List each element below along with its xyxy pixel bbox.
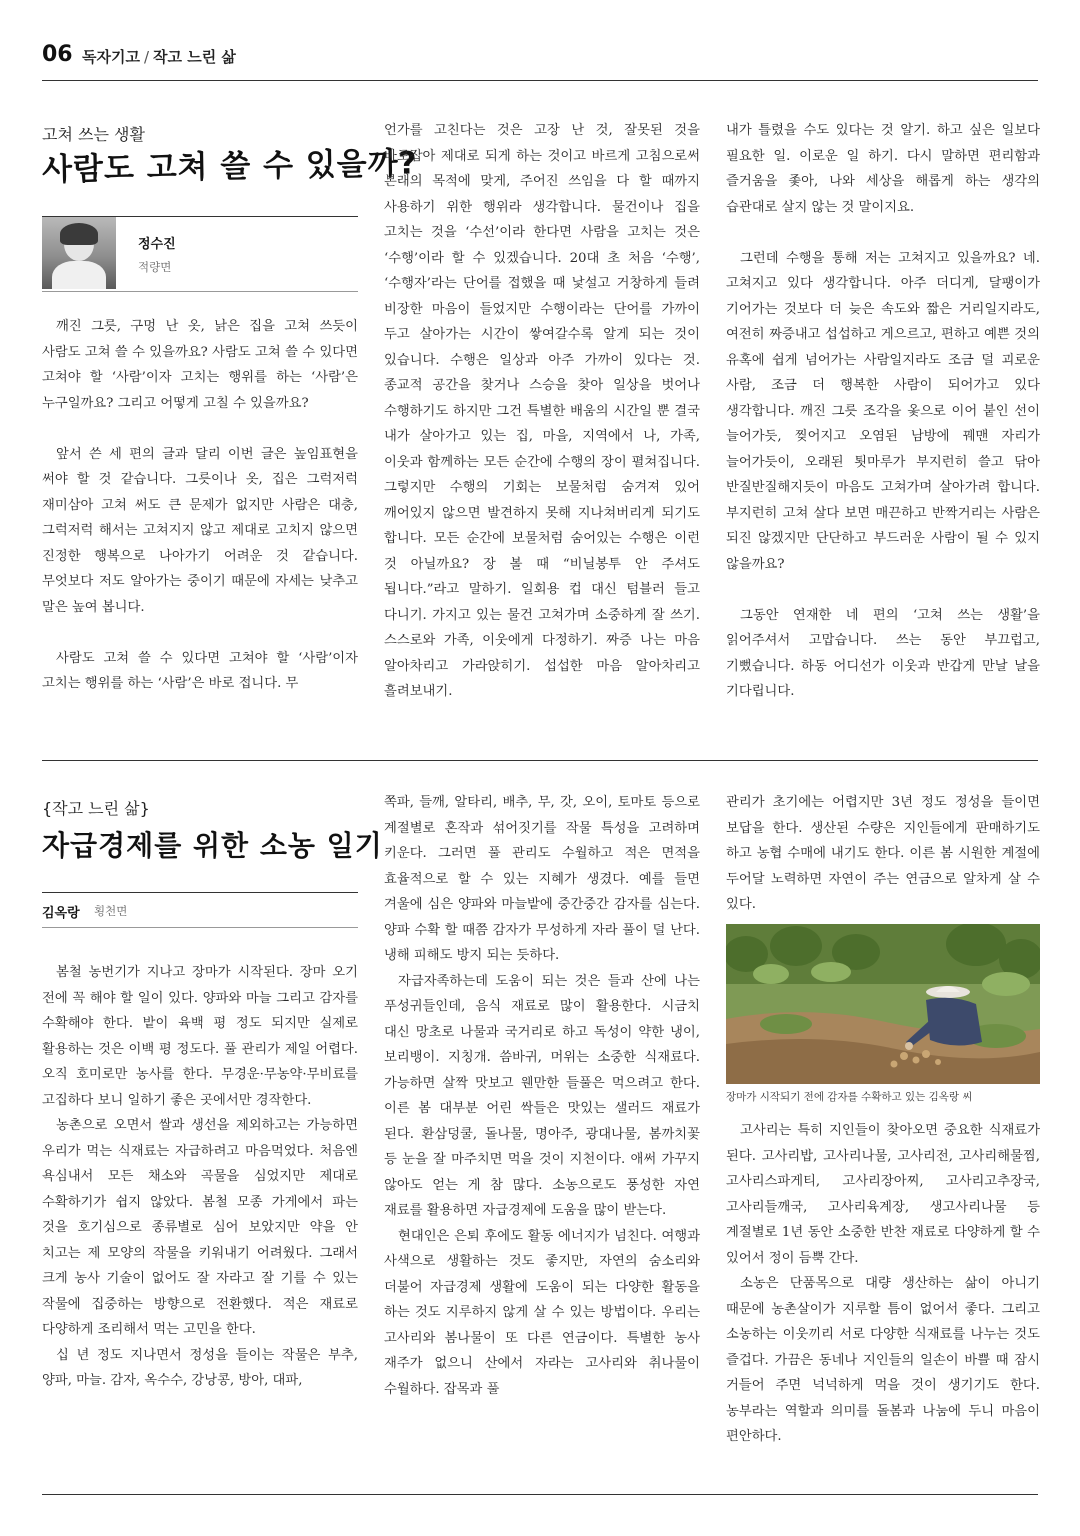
article1-column-1: [42, 314, 358, 697]
paragraph: 사람도 고쳐 쓸 수 있다면 고쳐야 할 ‘사람’이자 고치는 행위를 하는 ‘사람’은 바로 접니다. 무: [42, 650, 358, 691]
article1-kicker: 고쳐 쓰는 생활: [42, 125, 145, 144]
article2-title: 자급경제를 위한 소농 일기: [42, 829, 383, 862]
paragraph: 고사리는 특히 지인들이 찾아오면 중요한 식재료가 된다. 고사리밥, 고사리나물, 고사리전, 고사리해물찜, 고사리스파게티, 고사리장아찌, 고사리고추장국, 고사리들깨국, 고사리육계장, 생고사리나물 등 계절별로 1년 동안 소중한 반찬 재료로 다양하게 할 수 있어서 정이 듬뿍 간다.: [726, 1123, 1040, 1266]
article2-author-box: [42, 892, 358, 928]
author-photo: [42, 217, 116, 289]
page-header: [42, 34, 1038, 81]
paragraph: 현대인은 은퇴 후에도 활동 에너지가 넘친다. 여행과 사색으로 생활하는 것도 좋지만, 자연의 숨소리와 더불어 자급경제 생활에 도움이 되는 다양한 활동을 하는 것도 지루하지 않게 살 수 있는 방법이다. 우리는 고사리와 봄나물이 또 다른 연금이다. 특별한 농사 재주가 없으니 산에서 자라는 고사리와 취나물이 수월하다. 잡목과 풀: [384, 1228, 700, 1397]
section-separator: /: [143, 48, 150, 66]
section-title: [82, 46, 236, 67]
article1-author-box: [42, 216, 358, 292]
paragraph: 봄철 농번기가 지나고 장마가 시작된다. 장마 오기 전에 꼭 해야 할 일이 있다. 양파와 마늘 그리고 감자를 수확해야 한다. 밭이 육백 평 정도 되지만 실제로 활용하는 것은 이백 평 정도다. 풀 관리가 제일 어렵다. 오직 호미로만 농사를 한다. 무경운·무농약·무비료를 고집하다 보니 일하기 좋은 곳에서만 경작한다.: [42, 965, 358, 1108]
paragraph: 깨진 그릇, 구멍 난 옷, 낡은 집을 고쳐 쓰듯이 사람도 고쳐 쓸 수 있을까요? 사람도 고쳐 쓸 수 있다면 고쳐야 할 ‘사람’이자 고치는 행위를 하는 ‘사람’은 누구일까요? 그리고 어떻게 고칠 수 있을까요?: [42, 319, 358, 411]
author-photo-hair: [60, 223, 98, 245]
author-photo-body: [52, 261, 106, 289]
article2-column-3-top: [726, 790, 1040, 918]
paragraph: 그런데 수행을 통해 저는 고쳐지고 있을까요? 네. 고쳐지고 있다 생각합니다. 아주 더디게, 달팽이가 기어가는 것보다 더 늦은 속도와 짧은 거리일지라도, 여전히 짜증내고 섭섭하고 게으르고, 편하고 예쁜 것의 유혹에 쉽게 넘어가는 사람일지라도 조금 덜 괴로운 사람, 조금 더 행복한 사람이 되어가고 있다 생각합니다. 깨진 그릇 조각을 옻으로 이어 붙인 선이 늘어가듯, 찢어지고 오염된 남방에 꿰맨 자리가 늘어가듯이, 오래된 툇마루가 부지런히 쓸고 닦아 반질반질해지듯이 마음도 고쳐가며 살아가려 합니다. 부지런히 고쳐 살다 보면 매끈하고 반짝거리는 사람은 되진 않겠지만 단단하고 부드러운 사람이 될 수 있지 않을까요?: [726, 250, 1040, 572]
article1-author-name: 정수진: [138, 237, 176, 252]
paragraph: 십 년 정도 지나면서 정성을 들이는 작물은 부추, 양파, 마늘. 감자, 옥수수, 강낭콩, 방아, 대파,: [42, 1347, 358, 1388]
paragraph: 쪽파, 들깨, 알타리, 배추, 무, 갓, 오이, 토마토 등으로 계절별로 혼작과 섞어짓기를 작물 특성을 고려하며 키운다. 그러면 풀 관리도 수월하고 적은 면적을 효율적으로 할 수 있는 지혜가 생겼다. 예를 들면 겨울에 심은 양파와 마늘밭에 중간중간 감자를 심는다. 양파 수확 할 때쯤 감자가 무성하게 자라 풀이 덜 난다. 냉해 피해도 방지 되는 듯하다.: [384, 795, 700, 963]
page-number: 06: [42, 42, 73, 67]
article2-kicker: {작고 느린 삶}: [42, 799, 150, 818]
article2-column-3-bottom: [726, 1118, 1040, 1450]
farm-photo: [726, 924, 1040, 1084]
article1-title: 사람도 고쳐 쓸 수 있을까?: [41, 145, 418, 188]
article2-column-2: [384, 790, 700, 1402]
paragraph: 관리가 초기에는 어렵지만 3년 정도 정성을 들이면 보답을 한다. 생산된 수량은 지인들에게 판매하기도 하고 농협 수매에 내기도 한다. 이른 봄 시원한 계절에 두어달 노력하면 자연이 주는 연금으로 알차게 살 수 있다.: [726, 795, 1040, 912]
article2-author-location: 횡천면: [94, 904, 128, 918]
footer-rule: [42, 1494, 1038, 1495]
paragraph: 소농은 단품목으로 대량 생산하는 삶이 아니기 때문에 농촌살이가 지루할 틈이 없어서 좋다. 그리고 소농하는 이웃끼리 서로 다양한 식재료를 나누는 것도 즐겁다. 가끔은 동네나 지인들의 일손이 바쁠 때 잠시 거들어 주면 넉넉하게 먹을 것이 생기기도 한다. 농부라는 역할과 의미를 돌봄과 나눔에 두니 마음이 편안하다.: [726, 1276, 1040, 1444]
article2-column-1: [42, 960, 358, 1394]
paragraph: 그동안 연재한 네 편의 ‘고쳐 쓰는 생활’을 읽어주셔서 고맙습니다. 쓰는 동안 부끄럽고, 기뻤습니다. 하동 어디선가 이웃과 반갑게 만날 날을 기다립니다.: [726, 607, 1040, 699]
paragraph: 내가 틀렸을 수도 있다는 것 알기. 하고 싶은 일보다 필요한 일. 이로운 일 하기. 다시 말하면 편리함과 즐거움을 좇아, 나와 세상을 해롭게 하는 생각의 습관대로 살지 않는 것 말이지요.: [726, 123, 1040, 215]
paragraph: 언가를 고친다는 것은 고장 난 것, 잘못된 것을 바로잡아 제대로 되게 하는 것이고 바르게 고침으로써 본래의 목적에 맞게, 주어진 쓰임을 다 할 때까지 사용하기 위한 행위라 생각합니다. 물건이나 집을 고치는 것을 ‘수선’이라 한다면 사람을 고치는 것은 ‘수행’이라 할 수 있겠습니다. 20대 초 처음 ‘수행’, ‘수행자’라는 단어를 접했을 때 낯설고 거창하게 들려 비장한 마음이 들었지만 수행이라는 단어를 가까이 두고 살아가는 시간이 쌓여갈수록 알게 되는 것이 있습니다. 수행은 일상과 아주 가까이 있다는 것. 종교적 공간을 찾거나 스승을 찾아 일상을 벗어나 수행하기도 하지만 그건 특별한 배움의 시간일 뿐 결국 내가 살아가고 있는 집, 마을, 지역에서 나, 가족, 이웃과 함께하는 모든 순간에 수행의 장이 펼쳐집니다. 그렇지만 수행의 기회는 보물처럼 숨겨져 있어 깨어있지 않으면 발견하지 못해 지나쳐버리게 되기도 합니다. 모든 순간에 보물처럼 숨어있는 수행은 이런 것 아닐까요? 장 볼 때 “비닐봉투 안 주셔도 됩니다.”라고 말하기. 일회용 컵 대신 텀블러 들고 다니기. 가지고 있는 물건 고쳐가며 소중하게 잘 쓰기. 스스로와 가족, 이웃에게 다정하기. 짜증 나는 마음 알아차리고 가라앉히기. 섭섭한 마음 알아차리고 흘려보내기.: [384, 123, 700, 699]
subsection-name: 작고 느린 삶: [153, 48, 236, 66]
farm-photo-illustration: [726, 924, 1040, 1084]
article1-author-location: 적량면: [138, 260, 172, 274]
article1-column-2: [384, 118, 700, 705]
paragraph: 앞서 쓴 세 편의 글과 달리 이번 글은 높임표현을 써야 할 것 같습니다. 그릇이나 옷, 집은 그럭저럭 재미삼아 고쳐 써도 큰 문제가 없지만 사람은 대충, 그럭저럭 해서는 고쳐지지 않고 제대로 고치지 않으면 진정한 행복으로 나아가기 어려운 것 같습니다. 무엇보다 저도 알아가는 중이기 때문에 자세는 낮추고 말은 높여 봅니다.: [42, 446, 358, 615]
farm-photo-caption: 장마가 시작되기 전에 감자를 수확하고 있는 김옥랑 씨: [726, 1091, 973, 1103]
article2-author-name: 김옥랑: [42, 906, 80, 921]
paragraph: 자급자족하는데 도움이 되는 것은 들과 산에 나는 푸성귀들인데, 음식 재료로 많이 활용한다. 시금치 대신 망초로 나물과 국거리로 하고 독성이 약한 냉이, 보리뱅이. 지칭개. 씀바귀, 머위는 소중한 식재료다. 가능하면 살짝 맛보고 웬만한 들풀은 먹으려고 한다. 이른 봄 대부분 어린 싹들은 맛있는 샐러드 재료가 된다. 환삼덩쿨, 돌나물, 명아주, 광대나물, 봄까치꽃 등 눈을 잘 마주치면 먹을 것이 지천이다. 애써 가꾸지 않아도 얻는 게 참 많다. 소농으로도 풍성한 자연 재료를 활용하면 자급경제에 도움을 많이 받는다.: [384, 973, 700, 1218]
paragraph: 농촌으로 오면서 쌀과 생선을 제외하고는 가능하면 우리가 먹는 식재료는 자급하려고 마음먹었다. 처음엔 욕심내서 모든 채소와 곡물을 심었지만 제대로 수확하기가 쉽지 않았다. 봄철 모종 가게에서 파는 것을 호기심으로 종류별로 심어 보았지만 약을 안 치고는 제 모양의 작물을 키워내기 어려웠다. 그래서 크게 농사 기술이 없어도 잘 자라고 잘 기를 수 있는 작물에 집중하는 방향으로 전환했다. 적은 재료로 다양하게 조리해서 먹는 고민을 한다.: [42, 1118, 358, 1337]
section-name: 독자기고: [82, 48, 140, 66]
article1-column-3: [726, 118, 1040, 705]
article-divider: [42, 760, 1038, 761]
